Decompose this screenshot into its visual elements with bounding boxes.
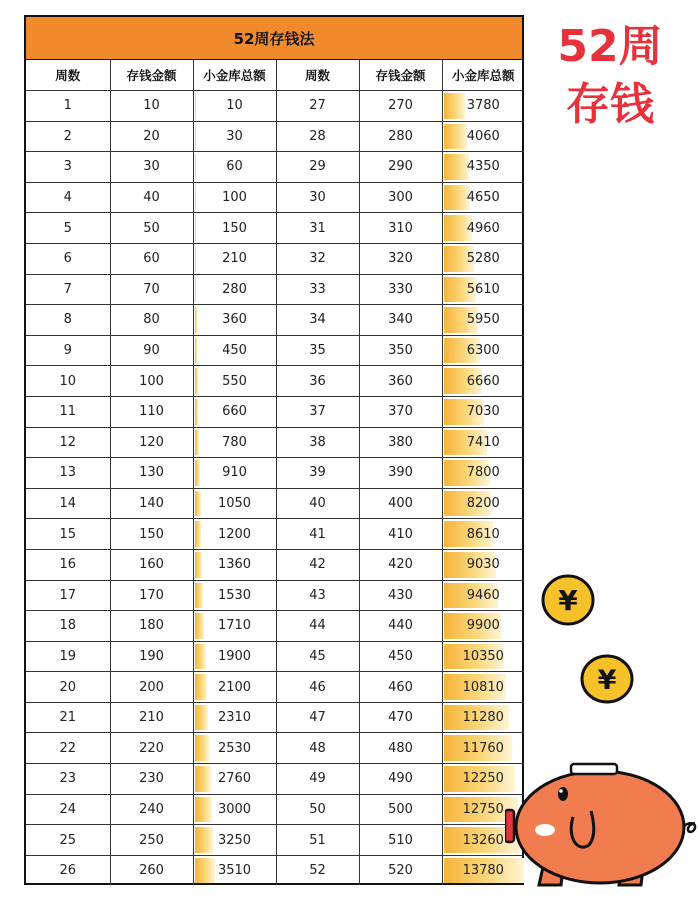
week-cell: 41 bbox=[276, 519, 359, 550]
total-value: 7800 bbox=[466, 465, 500, 481]
table-row bbox=[26, 672, 524, 703]
week-cell: 11 bbox=[26, 396, 110, 427]
total-progress-bar bbox=[444, 154, 469, 180]
week-cell: 16 bbox=[26, 549, 110, 580]
week-cell: 42 bbox=[276, 549, 359, 580]
deposit-cell: 420 bbox=[359, 549, 442, 580]
piggy-bank-icon bbox=[505, 755, 699, 899]
total-progress-bar bbox=[444, 124, 468, 150]
week-cell: 5 bbox=[26, 213, 110, 244]
deposit-cell: 260 bbox=[110, 855, 193, 885]
table-row bbox=[26, 764, 524, 795]
total-value: 450 bbox=[222, 343, 247, 359]
deposit-cell: 380 bbox=[359, 427, 442, 458]
week-cell: 18 bbox=[26, 611, 110, 642]
deposit-cell: 390 bbox=[359, 458, 442, 489]
deposit-cell: 160 bbox=[110, 549, 193, 580]
week-cell: 37 bbox=[276, 396, 359, 427]
total-cell bbox=[193, 855, 276, 885]
table-row bbox=[26, 702, 524, 733]
deposit-cell: 460 bbox=[359, 672, 442, 703]
deposit-cell: 300 bbox=[359, 182, 442, 213]
total-cell bbox=[442, 488, 524, 519]
week-cell: 3 bbox=[26, 152, 110, 183]
total-cell bbox=[442, 274, 524, 305]
week-cell: 39 bbox=[276, 458, 359, 489]
table-row bbox=[26, 825, 524, 856]
deposit-cell: 30 bbox=[110, 152, 193, 183]
table-row bbox=[26, 182, 524, 213]
table-row bbox=[26, 396, 524, 427]
total-progress-bar bbox=[195, 735, 210, 761]
week-cell: 24 bbox=[26, 794, 110, 825]
table-row bbox=[26, 213, 524, 244]
total-value: 9460 bbox=[466, 587, 500, 603]
total-value: 210 bbox=[222, 251, 247, 267]
total-cell bbox=[193, 366, 276, 397]
total-value: 2530 bbox=[217, 740, 252, 756]
deposit-cell: 130 bbox=[110, 458, 193, 489]
total-cell bbox=[193, 335, 276, 366]
week-cell: 26 bbox=[26, 855, 110, 885]
total-progress-bar bbox=[195, 674, 207, 700]
total-value: 2310 bbox=[217, 710, 252, 726]
total-progress-bar bbox=[195, 705, 208, 731]
deposit-cell: 150 bbox=[110, 519, 193, 550]
total-value: 10350 bbox=[462, 648, 504, 664]
deposit-cell: 200 bbox=[110, 672, 193, 703]
total-cell bbox=[193, 519, 276, 550]
total-progress-bar bbox=[444, 93, 466, 119]
week-cell: 38 bbox=[276, 427, 359, 458]
total-value: 13260 bbox=[462, 832, 504, 848]
week-cell: 8 bbox=[26, 305, 110, 336]
deposit-cell: 210 bbox=[110, 702, 193, 733]
deposit-cell: 500 bbox=[359, 794, 442, 825]
deposit-cell: 510 bbox=[359, 825, 442, 856]
table-title: 52周存钱法 bbox=[26, 17, 522, 60]
total-progress-bar bbox=[195, 93, 197, 119]
table-row bbox=[26, 335, 524, 366]
total-value: 6300 bbox=[466, 343, 500, 359]
total-progress-bar bbox=[195, 766, 211, 792]
week-cell: 44 bbox=[276, 611, 359, 642]
table-row bbox=[26, 549, 524, 580]
total-cell bbox=[442, 91, 524, 122]
total-cell bbox=[442, 672, 524, 703]
total-progress-bar bbox=[195, 521, 202, 547]
total-value: 11280 bbox=[462, 710, 504, 726]
total-value: 8610 bbox=[466, 526, 500, 542]
week-cell: 9 bbox=[26, 335, 110, 366]
week-cell: 23 bbox=[26, 764, 110, 795]
week-cell: 43 bbox=[276, 580, 359, 611]
week-cell: 2 bbox=[26, 121, 110, 152]
deposit-cell: 140 bbox=[110, 488, 193, 519]
side-title bbox=[530, 18, 690, 134]
total-value: 1200 bbox=[217, 526, 252, 542]
header-deposit: 存钱金额 bbox=[359, 60, 442, 91]
total-value: 13780 bbox=[462, 863, 504, 879]
yuan-coin-icon bbox=[580, 654, 634, 708]
total-cell bbox=[193, 182, 276, 213]
deposit-cell: 480 bbox=[359, 733, 442, 764]
side-title-line1: 52周 bbox=[557, 21, 663, 72]
deposit-cell: 450 bbox=[359, 641, 442, 672]
total-cell bbox=[193, 702, 276, 733]
total-progress-bar bbox=[195, 185, 197, 211]
deposit-cell: 360 bbox=[359, 366, 442, 397]
deposit-cell: 10 bbox=[110, 91, 193, 122]
total-cell bbox=[193, 733, 276, 764]
week-cell: 12 bbox=[26, 427, 110, 458]
deposit-cell: 40 bbox=[110, 182, 193, 213]
week-cell: 17 bbox=[26, 580, 110, 611]
deposit-cell: 100 bbox=[110, 366, 193, 397]
table-row bbox=[26, 641, 524, 672]
total-cell bbox=[193, 213, 276, 244]
deposit-cell: 290 bbox=[359, 152, 442, 183]
total-value: 12250 bbox=[462, 771, 504, 787]
deposit-cell: 20 bbox=[110, 121, 193, 152]
total-cell bbox=[193, 641, 276, 672]
side-title-line2: 存钱 bbox=[566, 79, 654, 130]
total-cell bbox=[442, 549, 524, 580]
table-row bbox=[26, 855, 524, 885]
deposit-cell: 280 bbox=[359, 121, 442, 152]
total-cell bbox=[442, 243, 524, 274]
week-cell: 29 bbox=[276, 152, 359, 183]
total-cell bbox=[442, 641, 524, 672]
yuan-coin-icon bbox=[541, 574, 595, 630]
total-progress-bar bbox=[195, 460, 200, 486]
total-cell bbox=[442, 305, 524, 336]
table-row bbox=[26, 794, 524, 825]
deposit-cell: 320 bbox=[359, 243, 442, 274]
total-value: 5610 bbox=[466, 281, 500, 297]
total-progress-bar bbox=[195, 277, 197, 303]
total-progress-bar bbox=[195, 430, 200, 456]
total-value: 780 bbox=[222, 434, 247, 450]
deposit-cell: 400 bbox=[359, 488, 442, 519]
table-row bbox=[26, 243, 524, 274]
deposit-cell: 350 bbox=[359, 335, 442, 366]
total-value: 5280 bbox=[466, 251, 500, 267]
week-cell: 34 bbox=[276, 305, 359, 336]
table-row bbox=[26, 305, 524, 336]
savings-table bbox=[26, 60, 524, 885]
week-cell: 1 bbox=[26, 91, 110, 122]
total-value: 60 bbox=[226, 159, 243, 175]
week-cell: 4 bbox=[26, 182, 110, 213]
week-cell: 22 bbox=[26, 733, 110, 764]
total-cell bbox=[193, 243, 276, 274]
total-value: 660 bbox=[222, 404, 247, 420]
week-cell: 21 bbox=[26, 702, 110, 733]
deposit-cell: 310 bbox=[359, 213, 442, 244]
total-cell bbox=[193, 825, 276, 856]
total-value: 910 bbox=[222, 465, 247, 481]
header-week: 周数 bbox=[26, 60, 110, 91]
total-cell bbox=[193, 611, 276, 642]
total-cell bbox=[442, 519, 524, 550]
total-cell bbox=[193, 458, 276, 489]
header-total: 小金库总额 bbox=[193, 60, 276, 91]
total-cell bbox=[193, 121, 276, 152]
deposit-cell: 520 bbox=[359, 855, 442, 885]
total-cell bbox=[442, 152, 524, 183]
week-cell: 28 bbox=[276, 121, 359, 152]
total-value: 3000 bbox=[217, 801, 252, 817]
total-cell bbox=[442, 458, 524, 489]
deposit-cell: 240 bbox=[110, 794, 193, 825]
week-cell: 27 bbox=[276, 91, 359, 122]
table-header-row bbox=[26, 60, 524, 91]
deposit-cell: 70 bbox=[110, 274, 193, 305]
total-value: 30 bbox=[226, 128, 243, 144]
total-cell bbox=[193, 396, 276, 427]
week-cell: 45 bbox=[276, 641, 359, 672]
deposit-cell: 410 bbox=[359, 519, 442, 550]
total-cell bbox=[442, 213, 524, 244]
total-cell bbox=[442, 611, 524, 642]
week-cell: 7 bbox=[26, 274, 110, 305]
total-value: 4650 bbox=[466, 190, 500, 206]
week-cell: 47 bbox=[276, 702, 359, 733]
total-value: 12750 bbox=[462, 801, 504, 817]
total-progress-bar bbox=[195, 215, 197, 241]
table-row bbox=[26, 152, 524, 183]
total-value: 4960 bbox=[466, 220, 500, 236]
total-value: 3510 bbox=[217, 863, 252, 879]
week-cell: 30 bbox=[276, 182, 359, 213]
deposit-cell: 270 bbox=[359, 91, 442, 122]
total-cell bbox=[442, 121, 524, 152]
total-value: 550 bbox=[222, 373, 247, 389]
week-cell: 14 bbox=[26, 488, 110, 519]
deposit-cell: 220 bbox=[110, 733, 193, 764]
week-cell: 19 bbox=[26, 641, 110, 672]
deposit-cell: 230 bbox=[110, 764, 193, 795]
deposit-cell: 340 bbox=[359, 305, 442, 336]
deposit-cell: 110 bbox=[110, 396, 193, 427]
total-value: 11760 bbox=[462, 740, 504, 756]
coin-symbol: ¥ bbox=[597, 665, 617, 696]
deposit-cell: 470 bbox=[359, 702, 442, 733]
header-deposit: 存钱金额 bbox=[110, 60, 193, 91]
total-value: 4060 bbox=[466, 128, 500, 144]
table-row bbox=[26, 366, 524, 397]
total-progress-bar bbox=[195, 797, 212, 823]
total-cell bbox=[193, 764, 276, 795]
table-row bbox=[26, 427, 524, 458]
total-value: 1050 bbox=[217, 496, 252, 512]
total-value: 7410 bbox=[466, 434, 500, 450]
total-value: 2760 bbox=[217, 771, 252, 787]
total-progress-bar bbox=[195, 307, 197, 333]
header-week: 周数 bbox=[276, 60, 359, 91]
table-row bbox=[26, 91, 524, 122]
total-cell bbox=[193, 305, 276, 336]
deposit-cell: 120 bbox=[110, 427, 193, 458]
total-value: 6660 bbox=[466, 373, 500, 389]
week-cell: 15 bbox=[26, 519, 110, 550]
deposit-cell: 490 bbox=[359, 764, 442, 795]
total-cell bbox=[193, 274, 276, 305]
table-row bbox=[26, 274, 524, 305]
total-value: 150 bbox=[222, 220, 247, 236]
total-value: 7030 bbox=[466, 404, 500, 420]
savings-table-sheet bbox=[24, 15, 524, 885]
week-cell: 20 bbox=[26, 672, 110, 703]
total-cell bbox=[442, 702, 524, 733]
total-value: 1710 bbox=[217, 618, 252, 634]
total-progress-bar bbox=[195, 613, 205, 639]
total-cell bbox=[442, 396, 524, 427]
total-progress-bar bbox=[195, 154, 197, 180]
total-value: 280 bbox=[222, 281, 247, 297]
total-progress-bar bbox=[195, 827, 214, 853]
week-cell: 36 bbox=[276, 366, 359, 397]
deposit-cell: 330 bbox=[359, 274, 442, 305]
week-cell: 35 bbox=[276, 335, 359, 366]
total-cell bbox=[193, 427, 276, 458]
total-progress-bar bbox=[195, 124, 197, 150]
deposit-cell: 60 bbox=[110, 243, 193, 274]
week-cell: 31 bbox=[276, 213, 359, 244]
header-total: 小金库总额 bbox=[442, 60, 524, 91]
total-cell bbox=[193, 549, 276, 580]
table-row bbox=[26, 488, 524, 519]
week-cell: 51 bbox=[276, 825, 359, 856]
total-progress-bar bbox=[195, 338, 198, 364]
total-progress-bar bbox=[195, 552, 203, 578]
total-progress-bar bbox=[195, 246, 197, 272]
deposit-cell: 440 bbox=[359, 611, 442, 642]
deposit-cell: 80 bbox=[110, 305, 193, 336]
deposit-cell: 190 bbox=[110, 641, 193, 672]
week-cell: 49 bbox=[276, 764, 359, 795]
table-row bbox=[26, 580, 524, 611]
week-cell: 25 bbox=[26, 825, 110, 856]
total-value: 10810 bbox=[462, 679, 504, 695]
deposit-cell: 50 bbox=[110, 213, 193, 244]
table-row bbox=[26, 611, 524, 642]
total-value: 2100 bbox=[217, 679, 252, 695]
total-value: 9030 bbox=[466, 557, 500, 573]
total-value: 10 bbox=[226, 98, 243, 114]
deposit-cell: 90 bbox=[110, 335, 193, 366]
total-cell bbox=[442, 366, 524, 397]
total-value: 8200 bbox=[466, 496, 500, 512]
total-value: 100 bbox=[222, 190, 247, 206]
week-cell: 6 bbox=[26, 243, 110, 274]
week-cell: 50 bbox=[276, 794, 359, 825]
total-cell bbox=[442, 182, 524, 213]
week-cell: 10 bbox=[26, 366, 110, 397]
total-progress-bar bbox=[195, 399, 199, 425]
deposit-cell: 430 bbox=[359, 580, 442, 611]
total-value: 9900 bbox=[466, 618, 500, 634]
deposit-cell: 180 bbox=[110, 611, 193, 642]
table-row bbox=[26, 458, 524, 489]
week-cell: 32 bbox=[276, 243, 359, 274]
total-cell bbox=[193, 672, 276, 703]
total-cell bbox=[442, 580, 524, 611]
total-cell bbox=[442, 335, 524, 366]
total-cell bbox=[193, 152, 276, 183]
total-cell bbox=[442, 427, 524, 458]
total-value: 1900 bbox=[217, 648, 252, 664]
week-cell: 52 bbox=[276, 855, 359, 885]
deposit-cell: 170 bbox=[110, 580, 193, 611]
week-cell: 46 bbox=[276, 672, 359, 703]
total-value: 4350 bbox=[466, 159, 500, 175]
total-cell bbox=[193, 794, 276, 825]
total-progress-bar bbox=[195, 644, 206, 670]
week-cell: 33 bbox=[276, 274, 359, 305]
total-cell bbox=[193, 488, 276, 519]
total-cell bbox=[193, 580, 276, 611]
total-progress-bar bbox=[195, 858, 215, 884]
deposit-cell: 370 bbox=[359, 396, 442, 427]
week-cell: 40 bbox=[276, 488, 359, 519]
table-row bbox=[26, 733, 524, 764]
deposit-cell: 250 bbox=[110, 825, 193, 856]
total-value: 1530 bbox=[217, 587, 252, 603]
table-row bbox=[26, 121, 524, 152]
total-value: 5950 bbox=[466, 312, 500, 328]
week-cell: 13 bbox=[26, 458, 110, 489]
total-progress-bar bbox=[195, 583, 204, 609]
table-row bbox=[26, 519, 524, 550]
table-body bbox=[26, 91, 524, 886]
total-value: 3780 bbox=[466, 98, 500, 114]
total-value: 1360 bbox=[217, 557, 252, 573]
week-cell: 48 bbox=[276, 733, 359, 764]
total-cell bbox=[193, 91, 276, 122]
total-value: 3250 bbox=[217, 832, 252, 848]
coin-symbol: ¥ bbox=[558, 584, 578, 617]
total-progress-bar bbox=[195, 368, 198, 394]
total-value: 360 bbox=[222, 312, 247, 328]
total-progress-bar bbox=[195, 491, 201, 517]
